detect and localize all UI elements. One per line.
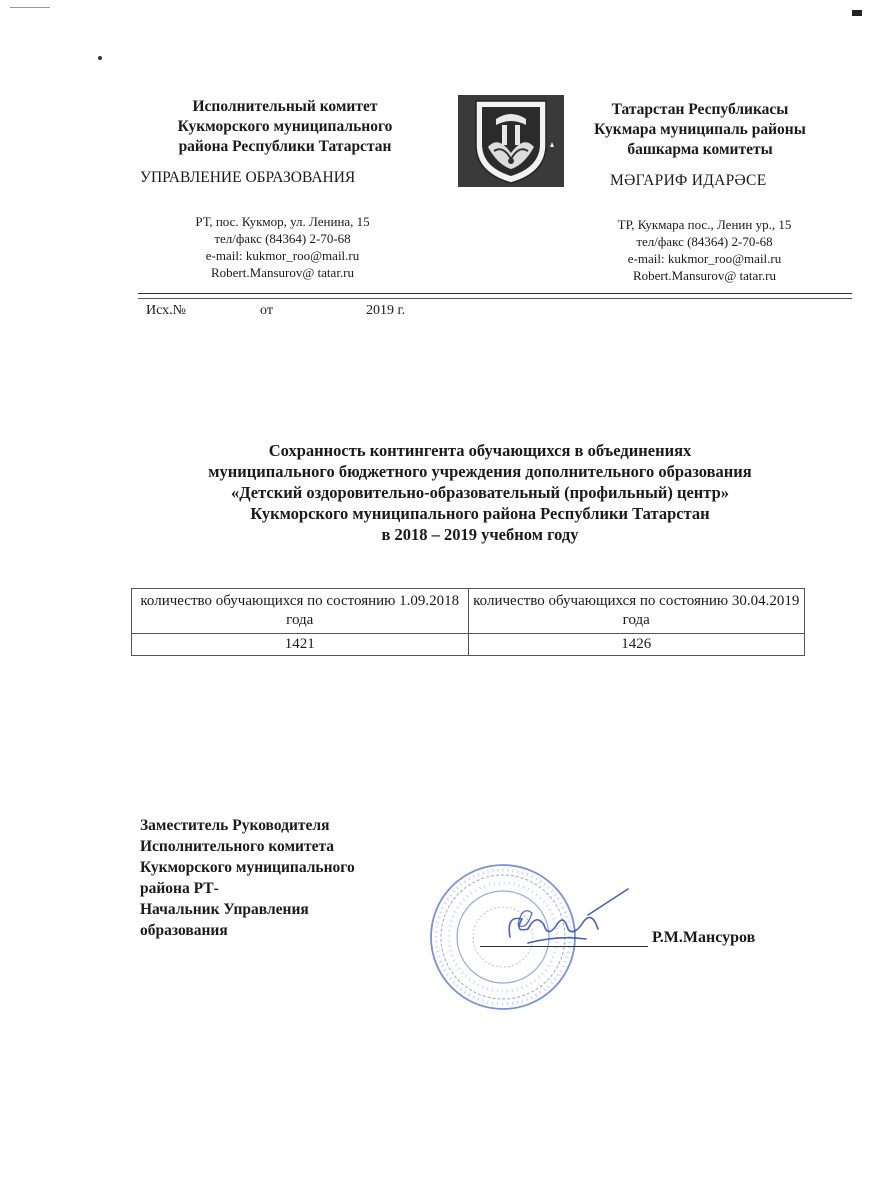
address-line: тел/факс (84364) 2-70-68	[636, 234, 773, 249]
address-right	[592, 216, 817, 284]
org-name-left	[140, 97, 430, 157]
title-line: муниципального бюджетного учреждения дополнительного образования	[208, 462, 752, 481]
coat-of-arms-emblem	[458, 95, 564, 187]
handwritten-signature	[488, 885, 638, 955]
org-line: башкарма комитеты	[627, 141, 773, 158]
address-line: e-mail: kukmor_roo@mail.ru	[627, 251, 782, 266]
table-header-row	[132, 589, 805, 634]
title-line: Сохранность контингента обучающихся в объединениях	[268, 441, 692, 460]
address-line: РТ, пос. Кукмор, ул. Ленина, 15	[195, 214, 370, 229]
table-row	[132, 634, 805, 656]
document-title	[130, 440, 830, 545]
address-line: тел/факс (84364) 2-70-68	[214, 231, 351, 246]
position-line: Начальник Управления	[140, 901, 309, 918]
ref-date-label: от	[260, 303, 273, 318]
student-count-table	[131, 588, 805, 656]
position-line: Кукморского муниципального	[140, 859, 355, 876]
signatory-name: Р.М.Мансуров	[652, 929, 756, 946]
scan-artifact-mark	[852, 10, 862, 16]
table-cell: 1421	[132, 634, 469, 656]
scan-artifact-dot	[98, 56, 102, 60]
dept-name-right: МӘГАРИФ ИДАРӘСЕ	[610, 172, 767, 189]
position-line: образования	[140, 922, 228, 939]
table-header-cell: количество обучающихся по состоянию 30.04.2019 года	[468, 589, 805, 634]
ref-number-label: Исх.№	[146, 303, 186, 318]
address-line: e-mail: kukmor_roo@mail.ru	[205, 248, 360, 263]
address-line: ТР, Кукмара пос., Ленин ур., 15	[617, 217, 792, 232]
header-divider	[138, 293, 852, 294]
position-line: Исполнительного комитета	[140, 838, 335, 855]
address-left	[170, 213, 395, 281]
org-line: Татарстан Республикасы	[611, 101, 789, 118]
table-header-cell: количество обучающихся по состоянию 1.09.2018 года	[132, 589, 469, 634]
org-name-right	[575, 100, 825, 160]
title-line: Кукморского муниципального района Республики Татарстан	[250, 504, 710, 523]
title-line: «Детский оздоровительно-образовательный (профильный) центр»	[230, 483, 730, 502]
address-line: Robert.Mansurov@ tatar.ru	[210, 265, 355, 280]
signatory-position	[140, 815, 440, 941]
position-line: Заместитель Руководителя	[140, 817, 330, 834]
org-line: Исполнительный комитет	[192, 98, 378, 115]
address-line: Robert.Mansurov@ tatar.ru	[632, 268, 777, 283]
dept-name-left: УПРАВЛЕНИЕ ОБРАЗОВАНИЯ	[140, 169, 356, 186]
table-cell: 1426	[468, 634, 805, 656]
org-line: района Республики Татарстан	[178, 138, 392, 155]
title-line: в 2018 – 2019 учебном году	[381, 525, 579, 544]
org-line: Кукмара муниципаль районы	[594, 121, 806, 138]
position-line: района РТ-	[140, 880, 219, 897]
signature-line	[480, 946, 648, 947]
scan-artifact-line	[10, 7, 50, 8]
header-divider-thin	[138, 298, 852, 299]
org-line: Кукморского муниципального	[177, 118, 393, 135]
ref-year: 2019 г.	[366, 303, 406, 318]
